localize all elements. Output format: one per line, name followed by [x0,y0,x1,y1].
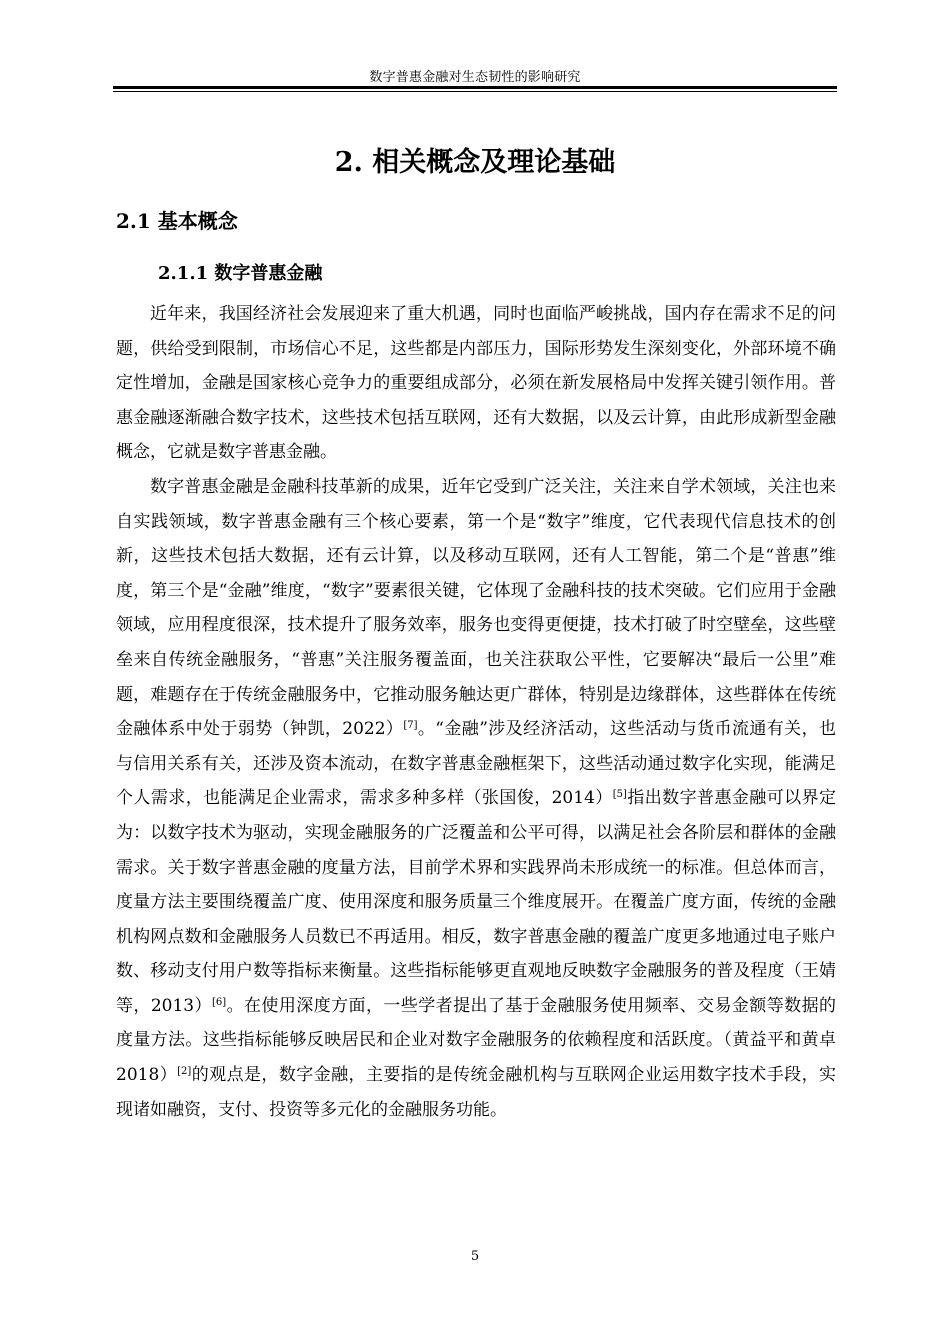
paragraph-2 [116,470,836,1127]
paragraph-2-segment-1: 数字普惠金融是金融科技革新的成果，近年它受到广泛关注，关注来自学术领域，关注也来自实践领域，数字普惠金融有三个核心要素，第一个是“数字”维度，它代表现代信息技术的创新，这些技术包括大数据，还有云计算，以及移动互联网，还有人工智能，第二个是“普惠”维度，第三个是“金融”维度，“数字”要素很关键，它体现了金融科技的技术突破。它们应用于金融领域，应用程度很深，技术提升了服务效率，服务也变得更便捷，技术打破了时空壁垒，这些壁垒来自传统金融服务，“普惠”关注服务覆盖面，也关注获取公平性，它要解决“最后一公里”难题，难题存在于传统金融服务中，它推动服务触达更广群体，特别是边缘群体，这些群体在传统金融体系中处于弱势（钟凯，2022） [116,476,836,740]
header-rule-thick [113,86,837,89]
body-text [116,297,836,1127]
running-header: 数字普惠金融对生态韧性的影响研究 [369,70,581,85]
page-number: 5 [470,1249,480,1264]
section-heading: 2.1 基本概念 [116,209,238,233]
paragraph-1: 近年来，我国经济社会发展迎来了重大机遇，同时也面临严峻挑战，国内存在需求不足的问题，供给受到限制，市场信心不足，这些都是内部压力，国际形势发生深刻变化，外部环境不确定性增加，金融是国家核心竞争力的重要组成部分，必须在新发展格局中发挥关键引领作用。普惠金融逐渐融合数字技术，这些技术包括互联网，还有大数据，以及云计算，由此形成新型金融概念，它就是数字普惠金融。 [116,304,836,463]
paragraph-2-segment-5: 的观点是，数字金融，主要指的是传统金融机构与互联网企业运用数字技术手段，实现诸如融资，支付、投资等多元化的金融服务功能。 [116,1065,837,1120]
citation-6: [6] [211,996,227,1008]
citation-7: [7] [403,720,418,732]
paragraph-2-segment-4: 。在使用深度方面，一些学者提出了基于金融服务使用频率、交易金额等数据的度量方法。这些指标能够反映居民和企业对数字金融服务的依赖程度和活跃度。（黄益平和黄卓 2018） [116,995,837,1086]
header-rule-thin [113,91,837,92]
subsection-heading: 2.1.1 数字普惠金融 [158,263,323,284]
citation-5: [5] [612,789,627,801]
citation-2: [2] [177,1066,192,1078]
paragraph-2-segment-3: 指出数字普惠金融可以界定为：以数字技术为驱动，实现金融服务的广泛覆盖和公平可得，以满足社会各阶层和群体的金融需求。关于数字普惠金融的度量方法，目前学术界和实践界尚未形成统一的标准。但总体而言，度量方法主要围绕覆盖广度、使用深度和服务质量三个维度展开。在覆盖广度方面，传统的金融机构网点数和金融服务人员数已不再适用。相反，数字普惠金融的覆盖广度更多地通过电子账户数、移动支付用户数等指标来衡量。这些指标能够更直观地反映数字金融服务的普及程度（王婧等，2013） [116,788,837,1016]
chapter-title: 2. 相关概念及理论基础 [334,147,616,178]
paragraph-2-segment-2: 。“金融”涉及经济活动，这些活动与货币流通有关，也与信用关系有关，还涉及资本流动，在数字普惠金融框架下，这些活动通过数字化实现，能满足个人需求，也能满足企业需求，需求多种多样（张国俊，2014） [116,719,836,809]
